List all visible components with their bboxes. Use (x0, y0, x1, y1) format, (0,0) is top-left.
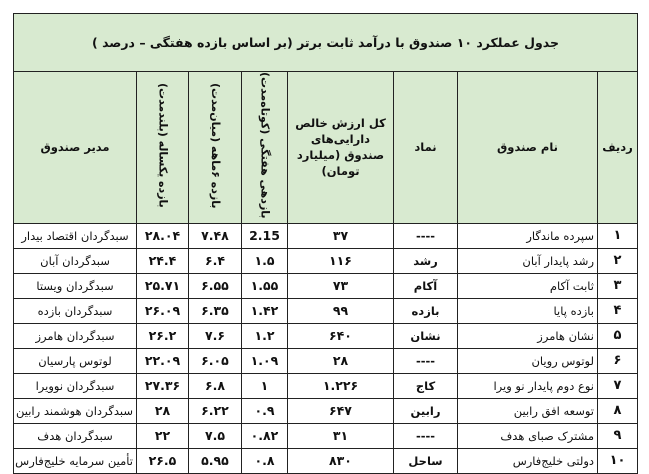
cell-weekly: ۰.۸ (242, 448, 288, 473)
cell-fund-name: رشد پایدار آبان (458, 248, 598, 273)
cell-manager: سبدگردان هامرز (14, 323, 137, 348)
cell-nav: ۲۸ (288, 348, 394, 373)
cell-fund-name: مشترک صبای هدف (458, 423, 598, 448)
cell-annual: ۲۶.۲ (137, 323, 189, 348)
cell-rank: ۴ (598, 298, 638, 323)
cell-symbol: رشد (394, 248, 458, 273)
cell-symbol: آکام (394, 273, 458, 298)
cell-manager: لوتوس پارسیان (14, 348, 137, 373)
cell-manager: سبدگردان آبان (14, 248, 137, 273)
cell-annual: ۲۶.۵ (137, 448, 189, 473)
table-row (14, 423, 638, 448)
cell-fund-name: بازده پایا (458, 298, 598, 323)
table-row (14, 323, 638, 348)
cell-weekly: ۱.۲ (242, 323, 288, 348)
table-row (14, 448, 638, 473)
cell-fund-name: نوع دوم پایدار نو ویرا (458, 373, 598, 398)
cell-six-month: ۶.۳۵ (189, 298, 242, 323)
cell-weekly: ۰.۸۲ (242, 423, 288, 448)
cell-nav: ۳۷ (288, 223, 394, 248)
cell-fund-name: سپرده ماندگار (458, 223, 598, 248)
cell-manager: سبدگردان نوویرا (14, 373, 137, 398)
header-annual (137, 72, 189, 224)
header-fund-name: نام صندوق (458, 72, 598, 224)
cell-rank: ۷ (598, 373, 638, 398)
cell-nav: ۶۴۰ (288, 323, 394, 348)
cell-manager: سبدگردان هدف (14, 423, 137, 448)
header-annual-label: بازده یکساله (بلندمدت) (156, 82, 170, 208)
cell-rank: ۱۰ (598, 448, 638, 473)
cell-annual: ۲۲ (137, 423, 189, 448)
cell-annual: ۲۵.۷۱ (137, 273, 189, 298)
fund-performance-table (13, 13, 638, 474)
cell-weekly: ۱.۴۲ (242, 298, 288, 323)
cell-annual: ۲۴.۴ (137, 248, 189, 273)
cell-six-month: ۷.۶ (189, 323, 242, 348)
cell-nav: ۶۴۷ (288, 398, 394, 423)
table-title: جدول عملکرد ۱۰ صندوق با درآمد ثابت برتر (بر اساس بازده هفتگی – درصد ) (14, 14, 638, 72)
cell-manager: سبدگردان هوشمند رابین (14, 398, 137, 423)
cell-symbol: بازده (394, 298, 458, 323)
cell-weekly: 2.15 (242, 223, 288, 248)
header-six-month-label: بازده ۶ماهه (میان‌مدت) (209, 82, 222, 208)
cell-symbol: ---- (394, 223, 458, 248)
table-row (14, 348, 638, 373)
cell-nav: ۱.۲۲۶ (288, 373, 394, 398)
table-body (14, 223, 638, 473)
cell-weekly: ۰.۹ (242, 398, 288, 423)
header-symbol: نماد (394, 72, 458, 224)
cell-nav: ۷۳ (288, 273, 394, 298)
cell-symbol: ---- (394, 348, 458, 373)
cell-manager: سبدگردان ویستا (14, 273, 137, 298)
cell-fund-name: دولتی خلیج‌فارس (458, 448, 598, 473)
table-row (14, 223, 638, 248)
cell-symbol: رابین (394, 398, 458, 423)
cell-weekly: ۱.۵۵ (242, 273, 288, 298)
cell-rank: ۲ (598, 248, 638, 273)
cell-six-month: ۶.۲۲ (189, 398, 242, 423)
cell-weekly: ۱.۵ (242, 248, 288, 273)
table-row (14, 273, 638, 298)
cell-weekly: ۱.۰۹ (242, 348, 288, 373)
cell-annual: ۲۶.۰۹ (137, 298, 189, 323)
cell-fund-name: توسعه افق رابین (458, 398, 598, 423)
cell-six-month: ۶.۰۵ (189, 348, 242, 373)
cell-six-month: ۶.۵۵ (189, 273, 242, 298)
cell-fund-name: ثابت آکام (458, 273, 598, 298)
header-rank: ردیف (598, 72, 638, 224)
cell-rank: ۸ (598, 398, 638, 423)
cell-nav: ۹۹ (288, 298, 394, 323)
cell-six-month: ۷.۴۸ (189, 223, 242, 248)
cell-manager: تأمین سرمایه خلیج‌فارس (14, 448, 137, 473)
cell-rank: ۱ (598, 223, 638, 248)
cell-manager: سبدگردان اقتصاد بیدار (14, 223, 137, 248)
cell-six-month: ۵.۹۵ (189, 448, 242, 473)
table-row (14, 248, 638, 273)
header-six-month (189, 72, 242, 224)
cell-annual: ۲۲.۰۹ (137, 348, 189, 373)
cell-annual: ۲۸ (137, 398, 189, 423)
cell-fund-name: نشان هامرز (458, 323, 598, 348)
cell-rank: ۶ (598, 348, 638, 373)
cell-six-month: ۶.۸ (189, 373, 242, 398)
cell-nav: ۳۱ (288, 423, 394, 448)
cell-rank: ۳ (598, 273, 638, 298)
cell-manager: سبدگردان بازده (14, 298, 137, 323)
table-row (14, 398, 638, 423)
cell-annual: ۲۷.۳۶ (137, 373, 189, 398)
cell-six-month: ۶.۴ (189, 248, 242, 273)
header-weekly (242, 72, 288, 224)
header-nav: کل ارزش خالص دارایی‌های صندوق (میلیارد تومان) (288, 72, 394, 224)
cell-symbol: نشان (394, 323, 458, 348)
fund-table-container (13, 13, 637, 469)
cell-symbol: ساحل (394, 448, 458, 473)
header-weekly-label: بازدهی هفتگی (کوتاه‌مدت) (258, 72, 272, 219)
cell-rank: ۹ (598, 423, 638, 448)
cell-fund-name: لوتوس رویان (458, 348, 598, 373)
cell-nav: ۸۳۰ (288, 448, 394, 473)
cell-annual: ۲۸.۰۴ (137, 223, 189, 248)
cell-rank: ۵ (598, 323, 638, 348)
cell-nav: ۱۱۶ (288, 248, 394, 273)
cell-symbol: کاج (394, 373, 458, 398)
table-row (14, 373, 638, 398)
table-row (14, 298, 638, 323)
header-manager: مدیر صندوق (14, 72, 137, 224)
cell-six-month: ۷.۵ (189, 423, 242, 448)
cell-symbol: ---- (394, 423, 458, 448)
cell-weekly: ۱ (242, 373, 288, 398)
